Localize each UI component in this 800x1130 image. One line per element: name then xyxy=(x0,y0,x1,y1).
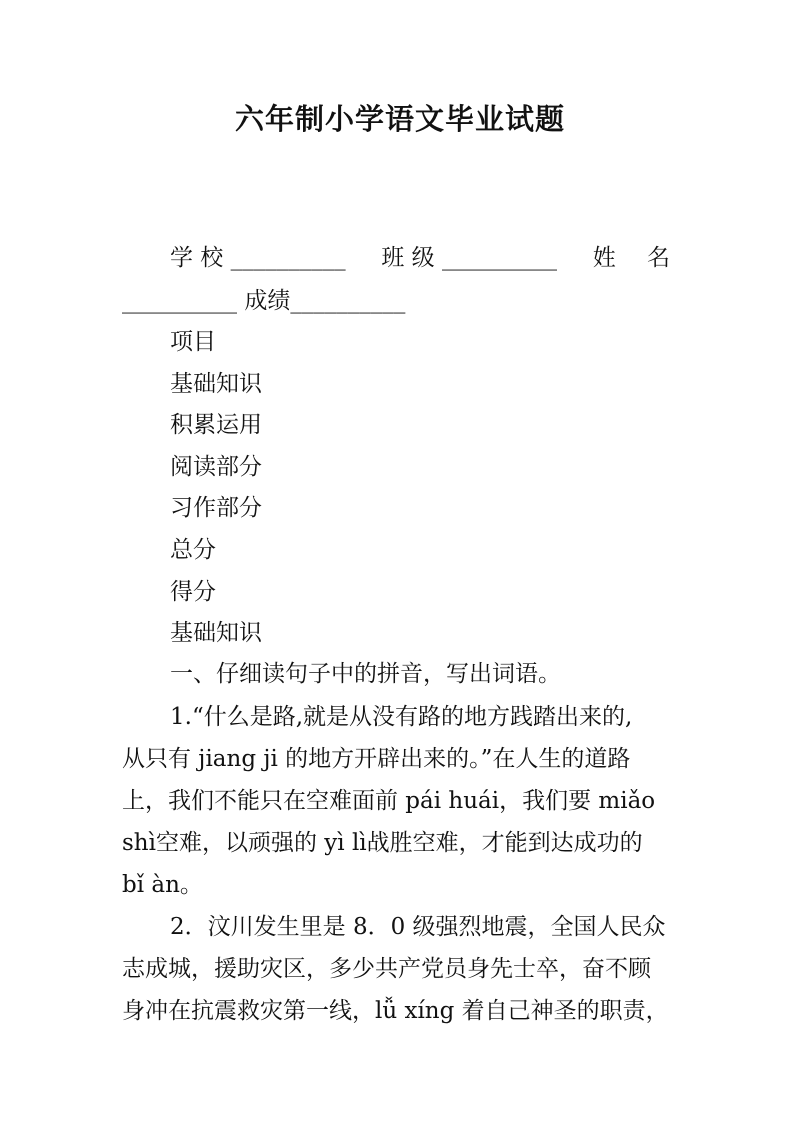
table-row: 项目 xyxy=(170,329,216,355)
q2-line: 身冲在抗震救灾第一线，lǚ xíng 着自己神圣的职责， xyxy=(122,998,669,1024)
class-field xyxy=(381,243,557,273)
score-blank: __________ xyxy=(290,288,406,314)
q1-line: 1.“什么是路,就是从没有路的地方践踏出来的, xyxy=(170,704,633,730)
q1-line: 上，我们不能只在空难面前 pái huái，我们要 miǎo xyxy=(122,788,656,814)
table-row: 阅读部分 xyxy=(170,454,262,480)
table-row: 基础知识 xyxy=(170,371,262,397)
table-row: 积累运用 xyxy=(170,412,262,438)
q1-line: shì空难，以顽强的 yì lì战胜空难，才能到达成功的 xyxy=(122,830,643,856)
class-blank: __________ xyxy=(441,245,557,271)
name-label: 姓 名 xyxy=(592,245,682,271)
score-label: 成绩 xyxy=(244,288,291,314)
section-heading: 基础知识 xyxy=(170,620,262,646)
table-row: 总分 xyxy=(170,537,216,563)
school-label: 学 校 xyxy=(170,245,224,271)
student-info-row-2 xyxy=(122,286,682,316)
q2-line: 2．汶川发生里是 8．0 级强烈地震，全国人民众 xyxy=(170,914,666,940)
q1-line: 从只有 jiang ji 的地方开辟出来的。”在人生的道路 xyxy=(122,746,631,772)
name-blank: __________ xyxy=(122,288,237,314)
table-row: 得分 xyxy=(170,579,216,605)
question-intro: 一、仔细读句子中的拼音，写出词语。 xyxy=(170,661,561,687)
document-title: 六年制小学语文毕业试题 xyxy=(234,102,565,136)
q2-line: 志成城，援助灾区，多少共产党员身先士卒，奋不顾 xyxy=(122,956,651,982)
school-blank: __________ xyxy=(230,245,346,271)
table-row: 习作部分 xyxy=(170,495,262,521)
q1-line: bǐ àn。 xyxy=(122,872,203,898)
class-label: 班 级 xyxy=(381,245,435,271)
school-field xyxy=(170,243,346,273)
student-info-row xyxy=(170,243,682,273)
